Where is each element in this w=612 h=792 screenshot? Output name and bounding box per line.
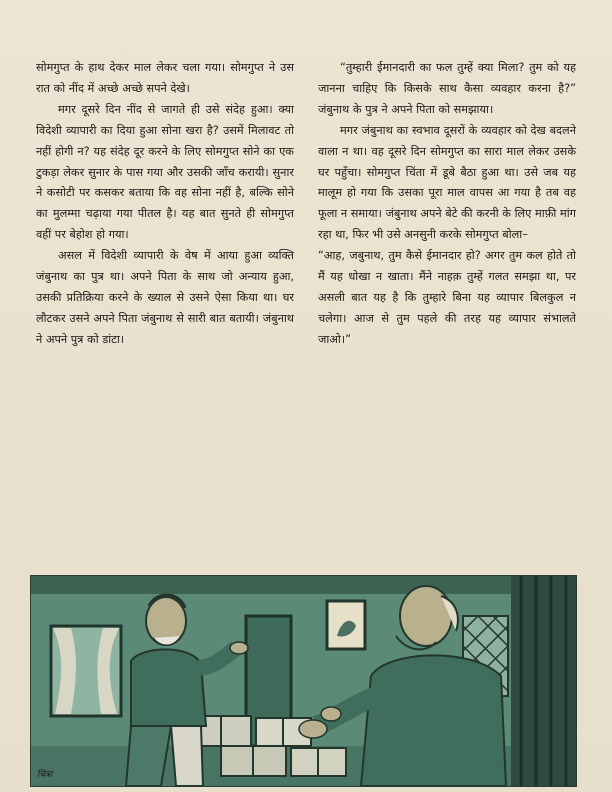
artist-signature: चित्रा <box>37 770 53 780</box>
left-paragraph-2: मगर दूसरे दिन नींद से जागते ही उसे संदेह हुआ। क्या विदेशी व्यापारी का दिया हुआ सोना खरा है? उसमें मिलावट तो नहीं होगी न? यह संदेह दूर करने के लिए सोमगुप्त सोने का एक टुकड़ा लेकर सुनार के पास गया और उसकी जाँच करायी। सुनार ने कसोटी पर कसकर बताया कि वह सोना नहीं है, बल्कि सोने का मुलम्मा चढ़ाया गया पीतल है। यह बात सुनते ही सोमगुप्त वहीं पर बेहोश हो गया। <box>36 102 294 242</box>
right-paragraph-1: “तुम्हारी ईमानदारी का फल तुम्हें क्या मिला? तुम को यह जानना चाहिए कि किसके साथ कैसा व्यवहार करना है?” जंबुनाथ के पुत्र ने अपने पिता को समझाया। <box>318 61 576 116</box>
story-illustration <box>30 575 577 787</box>
right-paragraph-2: मगर जंबुनाथ का स्वभाव दूसरों के व्यवहार को देख बदलने वाला न था। वह दूसरे दिन सोमगुप्त का सारा माल लेकर उसके घर पहुँचा। सोमगुप्त चिंता में डूबे बैठा हुआ था। उसे जब यह मालूम हो गया कि उसका पूरा माल वापस आ गया है तब वह फूला न समाया। जंबुनाथ अपने बेटे की करनी के लिए माफ़ी मांग रहा था, फिर भी उसे अनसुनी करके सोमगुप्त बोला– <box>318 123 576 242</box>
right-paragraph-3: “आह, जबुनाथ, तुम कैसे ईमानदार हो? अगर तुम कल होते तो मैं यह धोखा न खाता। मैंने नाहक़ तुम्हें गलत समझा था, पर असली बात यह है कि तुम्हारे बिना यह व्यापार बिलकुल न चलेगा। आज से तुम पहले की तरह यह व्यापार संभालते जाओ।” <box>318 249 576 346</box>
illustration-artwork <box>31 576 576 786</box>
left-paragraph-3: असल में विदेशी व्यापारी के वेष में आया हुआ व्यक्ति जंबुनाथ का पुत्र था। अपने पिता के साथ जो अन्याय हुआ, उसकी प्रतिक्रिया करने के ख्याल से उसने ऐसा किया था। घर लौटकर उसने अपने पिता जंबुनाथ से सारी बात बतायी। जंबुनाथ ने अपने पुत्र को डांटा। <box>36 249 294 346</box>
left-paragraph-1: सोमगुप्त के हाथ देकर माल लेकर चला गया। सोमगुप्त ने उस रात को नींद में अच्छे अच्छे सपने देखे। <box>36 61 294 95</box>
left-text-column <box>36 58 294 351</box>
right-text-column <box>318 58 576 351</box>
ceiling-beam <box>31 576 576 594</box>
